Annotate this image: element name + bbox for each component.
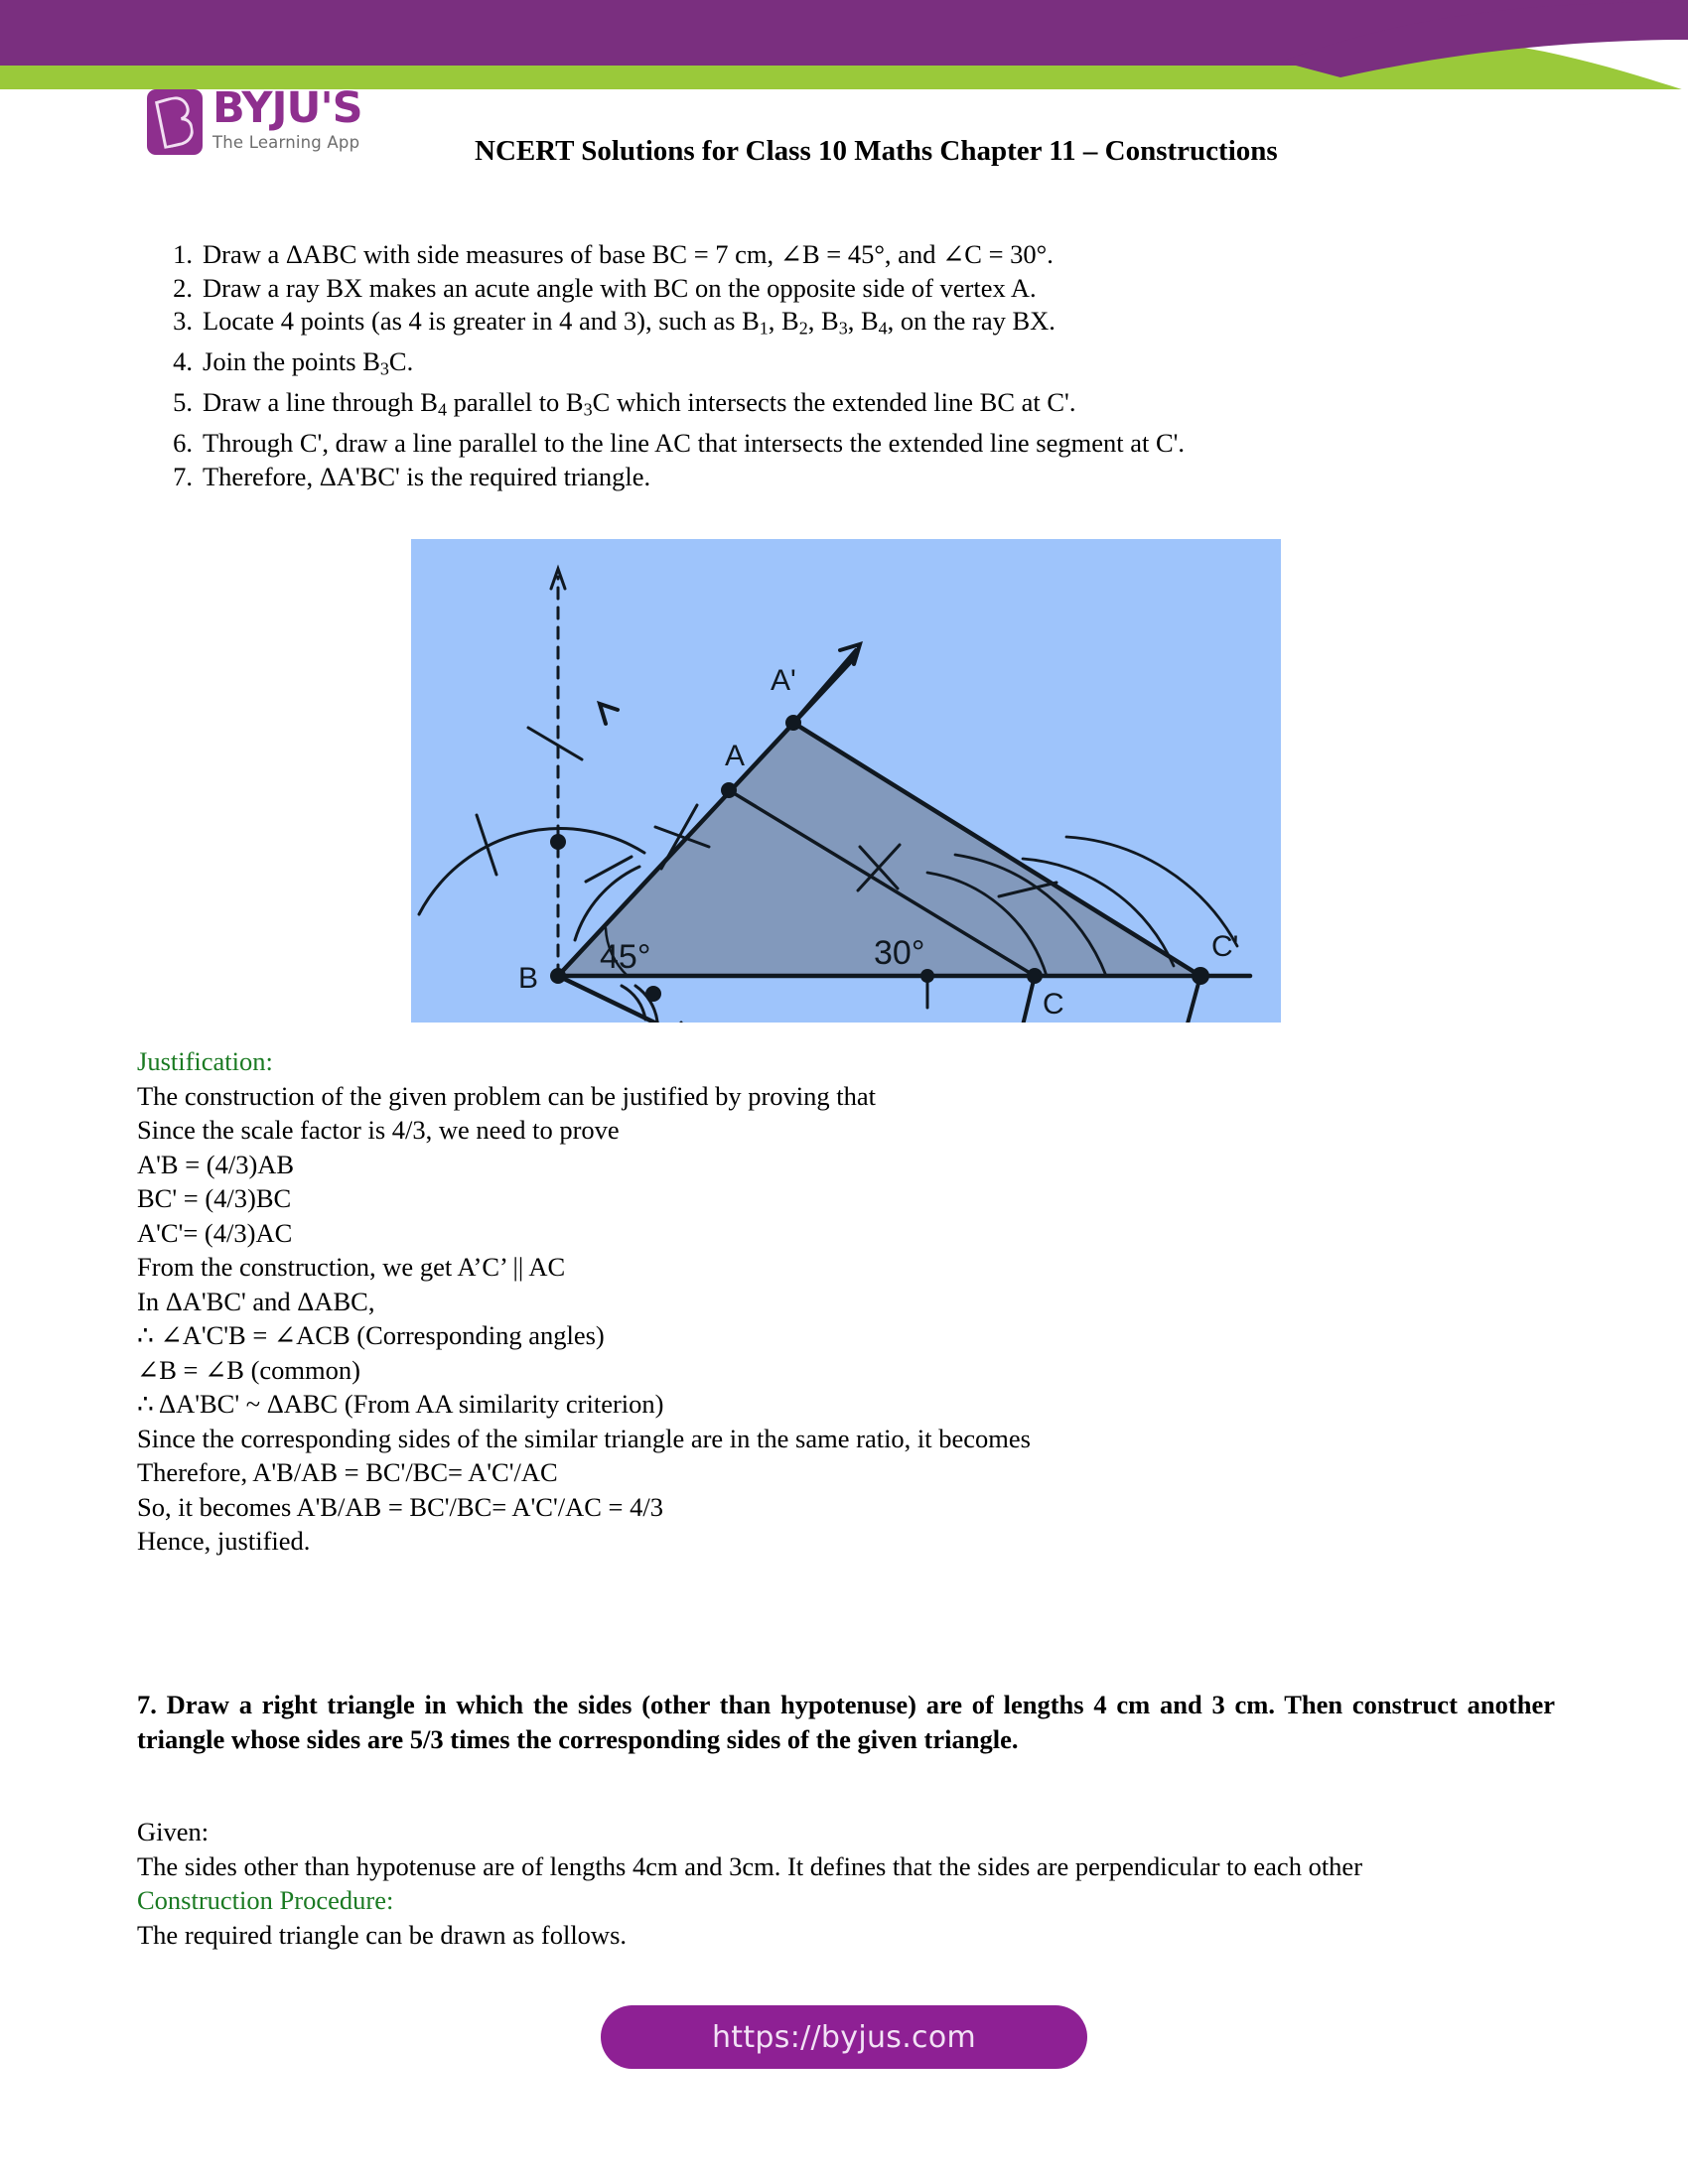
list-item: Therefore, ΔA'BC' is the required triangle. bbox=[203, 461, 651, 491]
compass-arc-B-large bbox=[419, 829, 644, 914]
construction-steps-list bbox=[137, 238, 1557, 493]
justification-line: BC' = (4/3)BC bbox=[137, 1183, 292, 1213]
byjus-logo-wordmark: BYJU'S bbox=[212, 83, 362, 133]
justification-line: A'C'= (4/3)AC bbox=[137, 1217, 293, 1248]
justification-line: Therefore, A'B/AB = BC'/BC= A'C'/AC bbox=[137, 1457, 558, 1487]
justification-line: From the construction, we get A’C’ || AC bbox=[137, 1252, 566, 1282]
list-item: Join the points $B_3C$. bbox=[203, 346, 414, 379]
label-C: C bbox=[1043, 988, 1064, 1021]
justification-line: Since the scale factor is 4/3, we need to prove bbox=[137, 1115, 620, 1145]
construction-diagram bbox=[411, 539, 1281, 1023]
list-item: Through C', draw a line parallel to the line AC that intersects the extended line segment at C'. bbox=[203, 428, 1186, 458]
point-C-prime bbox=[1192, 967, 1209, 985]
list-item: Draw a ray BX makes an acute angle with BC on the opposite side of vertex A. bbox=[203, 272, 1037, 303]
justification-line: ∠B = ∠B (common) bbox=[137, 1354, 360, 1385]
tick-mark bbox=[477, 815, 496, 875]
justification-line: A'B = (4/3)AB bbox=[137, 1149, 295, 1179]
footer-url-button[interactable] bbox=[601, 2005, 1087, 2069]
justification-line: ∴ ΔA'BC' ~ ΔABC (From AA similarity criterion) bbox=[137, 1389, 664, 1419]
point-A bbox=[721, 782, 737, 798]
footer-url-label: https://byjus.com bbox=[711, 2019, 977, 2055]
list-item: Draw a ΔABC with side measures of base BC = 7 cm, ∠B = 45°, and ∠C = 30°. bbox=[203, 239, 1054, 269]
label-B: B bbox=[518, 962, 539, 995]
construction-procedure-body: The required triangle can be drawn as follows. bbox=[137, 1919, 628, 1950]
given-heading: Given: bbox=[137, 1817, 210, 1846]
segment-B4-C-prime bbox=[1126, 976, 1200, 1023]
construction-steps-block bbox=[137, 238, 1557, 493]
point-on-dashed bbox=[550, 834, 566, 850]
label-A: A bbox=[725, 740, 746, 772]
point-A-prime bbox=[785, 715, 801, 731]
justification-heading: Justification: bbox=[137, 1046, 273, 1076]
given-body: The sides other than hypotenuse are of lengths 4cm and 3cm. It defines that the sides are perpendicular to each other bbox=[137, 1850, 1363, 1881]
justification-block bbox=[137, 1044, 1567, 1559]
tick-mark bbox=[528, 728, 582, 759]
label-angle-C: 30° bbox=[874, 934, 925, 972]
byjus-logo-tagline: The Learning App bbox=[212, 133, 360, 152]
list-item: Locate 4 points (as 4 is greater in 4 and 3), such as $B_1$, $B_2$, $B_3$, $B_4$, on the ray BX. bbox=[203, 306, 1055, 339]
justification-line: In ΔA'BC' and ΔABC, bbox=[137, 1286, 375, 1316]
ray-BA-arrowhead bbox=[600, 704, 618, 724]
construction-diagram-svg bbox=[411, 539, 1281, 1023]
justification-line: Hence, justified. bbox=[137, 1526, 311, 1556]
point-C bbox=[1027, 968, 1043, 984]
point-B bbox=[550, 968, 566, 984]
justification-line: Since the corresponding sides of the similar triangle are in the same ratio, it becomes bbox=[137, 1423, 1031, 1453]
point-B1 bbox=[645, 986, 661, 1002]
page-title: NCERT Solutions for Class 10 Maths Chapter 11 – Constructions bbox=[475, 135, 1278, 167]
byjus-b-glyph-icon bbox=[152, 94, 195, 149]
label-A-prime: A' bbox=[771, 664, 796, 697]
justification-line: ∴ ∠A'C'B = ∠ACB (Corresponding angles) bbox=[137, 1320, 605, 1350]
justification-line: So, it becomes A'B/AB = BC'/BC= A'C'/AC = 4/3 bbox=[137, 1491, 663, 1522]
byjus-logo bbox=[147, 83, 362, 155]
tick-mark bbox=[586, 857, 632, 882]
question-7-text: 7. Draw a right triangle in which the sides (other than hypotenuse) are of lengths 4 cm and 3 cm. Then construct another triangle whose sides are 5/3 times the corresponding sides of the given triangle. bbox=[137, 1690, 1555, 1754]
given-block bbox=[137, 1815, 1557, 1952]
arrow-from-A-prime bbox=[793, 650, 856, 723]
label-C-prime: C' bbox=[1211, 930, 1239, 963]
byjus-logo-mark bbox=[147, 89, 203, 155]
construction-procedure-heading: Construction Procedure: bbox=[137, 1885, 394, 1915]
list-item: Draw a line through $B_4$ parallel to $B_3C$ which intersects the extended line BC at C'. bbox=[203, 387, 1076, 420]
label-angle-B: 45° bbox=[600, 938, 651, 976]
segment-B3-C bbox=[985, 976, 1035, 1023]
header-decorative-bands bbox=[0, 0, 1688, 89]
justification-line: The construction of the given problem can be justified by proving that bbox=[137, 1080, 877, 1111]
